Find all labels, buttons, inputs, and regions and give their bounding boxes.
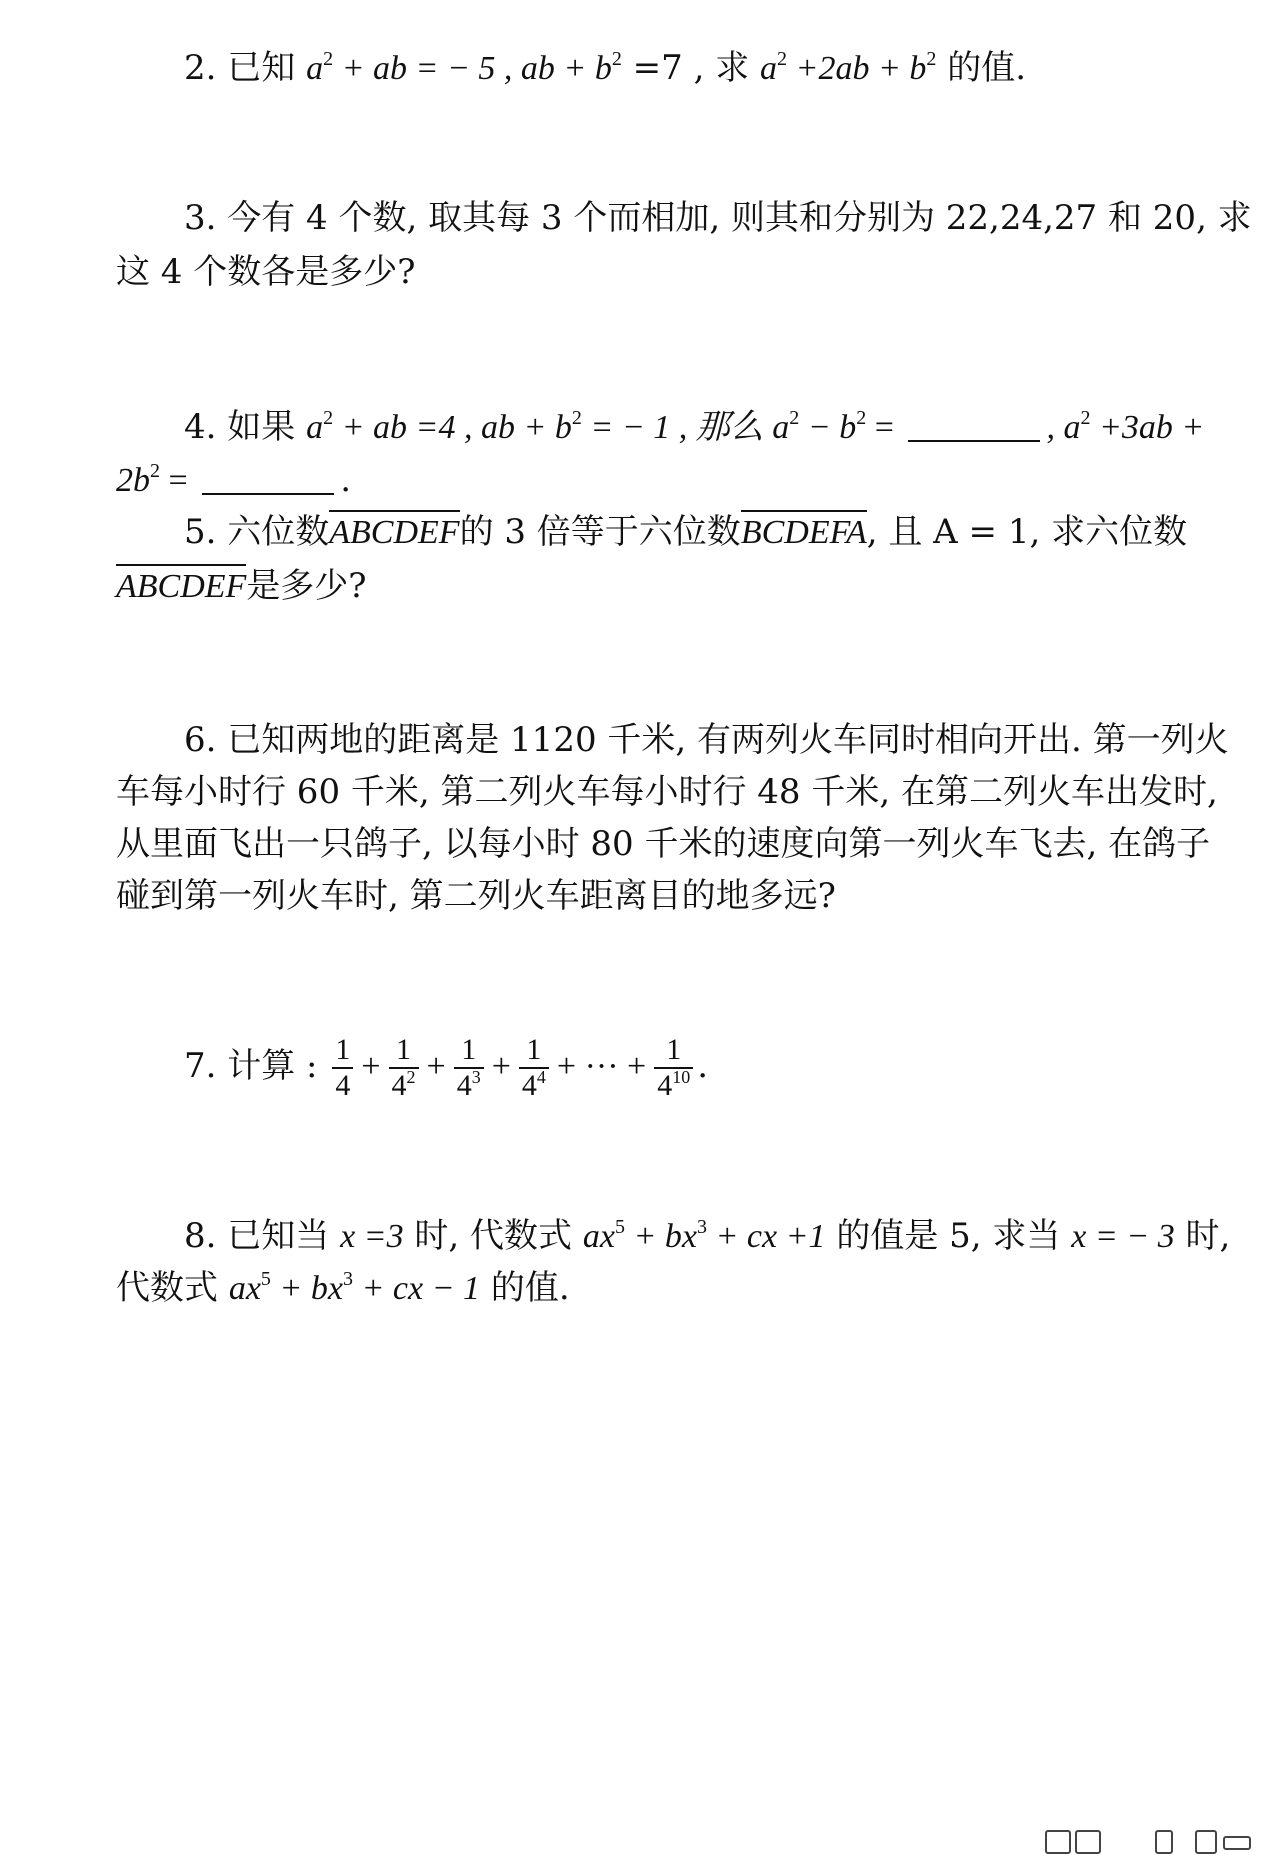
exponent: 2 bbox=[571, 407, 582, 429]
problem-6-line-2: 车每小时行 60 千米, 第二列火车每小时行 48 千米, 在第二列火车出发时, bbox=[116, 772, 1218, 812]
math-expr: + ab = − 5 , ab + b bbox=[333, 50, 612, 87]
problem-6-line-4: 碰到第一列火车时, 第二列火车距离目的地多远? bbox=[116, 876, 836, 916]
math-expr: + bx bbox=[624, 1218, 697, 1255]
problem-7-label: 7. 计算 : bbox=[184, 1046, 329, 1086]
base: 4 bbox=[456, 1069, 472, 1102]
numerator: 1 bbox=[396, 1033, 412, 1066]
problem-3-line-2: 这 4 个数各是多少? bbox=[116, 252, 416, 292]
denominator bbox=[389, 1067, 419, 1103]
math-expr: − b bbox=[799, 409, 857, 446]
problem-6-line-3: 从里面飞出一只鸽子, 以每小时 80 千米的速度向第一列火车飞去, 在鸽子 bbox=[116, 824, 1211, 864]
plus: + bbox=[426, 1048, 446, 1085]
problem-4-number: 4. 如果 bbox=[184, 407, 307, 447]
text: =7 , 求 bbox=[621, 48, 761, 88]
watermark-mark bbox=[1195, 1830, 1217, 1854]
exponent: 3 bbox=[471, 1067, 481, 1087]
math-expr: = bbox=[866, 409, 903, 446]
answer-blank-2[interactable] bbox=[202, 463, 334, 495]
math-expr: = bbox=[160, 462, 197, 499]
fraction-10 bbox=[654, 1033, 693, 1103]
denominator bbox=[654, 1067, 693, 1103]
problem-5-line-2 bbox=[116, 564, 1216, 609]
exponent: 2 bbox=[323, 407, 334, 429]
problem-4-line-2 bbox=[116, 458, 1216, 503]
text: 时, bbox=[1174, 1216, 1231, 1256]
problem-4-line-1 bbox=[184, 405, 1280, 450]
problem-7-line bbox=[184, 1026, 1280, 1106]
text: , 且 A = 1, 求六位数 bbox=[866, 512, 1188, 552]
base: 4 bbox=[391, 1069, 407, 1102]
text: 的 3 倍等于六位数 bbox=[459, 512, 741, 552]
plus: + bbox=[361, 1048, 381, 1085]
exponent: 5 bbox=[614, 1216, 625, 1238]
exponent: 3 bbox=[342, 1268, 353, 1290]
exponent: 5 bbox=[260, 1268, 271, 1290]
problem-2-line-1 bbox=[184, 46, 1280, 91]
overlined-number: ABCDEF bbox=[329, 510, 459, 551]
base: 4 bbox=[335, 1069, 351, 1102]
footer-watermark bbox=[1045, 1828, 1265, 1852]
math-var: a bbox=[306, 50, 324, 87]
text: . bbox=[697, 1046, 709, 1086]
answer-blank-1[interactable] bbox=[908, 410, 1040, 442]
math-expr: = − 1 , 那么 bbox=[581, 409, 773, 446]
watermark-mark bbox=[1223, 1836, 1251, 1850]
math-var: a bbox=[772, 409, 790, 446]
numerator: 1 bbox=[666, 1033, 682, 1066]
fraction-1 bbox=[332, 1033, 353, 1103]
ellipsis: + ··· + bbox=[556, 1048, 647, 1085]
exponent: 4 bbox=[536, 1067, 546, 1087]
math-expr: x =3 bbox=[340, 1218, 404, 1255]
math-var: a bbox=[306, 409, 324, 446]
text: 时, 代数式 bbox=[403, 1216, 583, 1256]
math-expr: +2ab + b bbox=[787, 50, 927, 87]
denominator bbox=[332, 1067, 353, 1103]
exponent: 10 bbox=[672, 1067, 691, 1087]
problem-8-number: 8. 已知当 bbox=[184, 1216, 341, 1256]
problem-5-number: 5. 六位数 bbox=[184, 512, 330, 552]
exponent: 2 bbox=[1080, 407, 1091, 429]
base: 4 bbox=[521, 1069, 537, 1102]
watermark-mark bbox=[1075, 1830, 1101, 1854]
exponent: 2 bbox=[150, 460, 160, 482]
math-expr: x = − 3 bbox=[1071, 1218, 1175, 1255]
watermark-mark bbox=[1155, 1830, 1173, 1854]
text: 的值. bbox=[480, 1268, 570, 1308]
text: 的值. bbox=[936, 48, 1027, 88]
denominator bbox=[519, 1067, 549, 1103]
problem-8-line-2 bbox=[116, 1266, 1216, 1311]
math-expr: ax bbox=[228, 1270, 261, 1307]
text: 的值是 5, 求当 bbox=[825, 1216, 1072, 1256]
math-expr: ax bbox=[582, 1218, 615, 1255]
text: . bbox=[340, 460, 351, 500]
denominator bbox=[454, 1067, 484, 1103]
fraction-2 bbox=[389, 1033, 419, 1103]
exponent: 2 bbox=[323, 48, 334, 70]
math-expr: + cx − 1 bbox=[352, 1270, 481, 1307]
problem-5-line-1 bbox=[184, 510, 1280, 555]
math-expr: 2b bbox=[116, 462, 150, 499]
fraction-4 bbox=[519, 1033, 549, 1103]
problem-3-line-1: 3. 今有 4 个数, 取其每 3 个而相加, 则其和分别为 22,24,27 和 20, 求 bbox=[184, 198, 1252, 238]
math-var: a bbox=[760, 50, 778, 87]
exponent: 2 bbox=[856, 407, 867, 429]
problem-2-number: 2. 已知 bbox=[184, 48, 307, 88]
plus: + bbox=[491, 1048, 511, 1085]
base: 4 bbox=[657, 1069, 673, 1102]
watermark-mark bbox=[1045, 1830, 1071, 1854]
math-expr: +3ab + bbox=[1090, 409, 1205, 446]
exponent: 2 bbox=[406, 1067, 416, 1087]
problem-8-line-1 bbox=[184, 1214, 1280, 1259]
fraction-3 bbox=[454, 1033, 484, 1103]
exponent: 2 bbox=[777, 48, 788, 70]
math-expr: + cx +1 bbox=[706, 1218, 826, 1255]
exponent: 2 bbox=[611, 48, 622, 70]
math-expr: + ab =4 , ab + b bbox=[333, 409, 572, 446]
numerator: 1 bbox=[526, 1033, 542, 1066]
text: 代数式 bbox=[116, 1268, 229, 1308]
numerator: 1 bbox=[461, 1033, 477, 1066]
exponent: 2 bbox=[789, 407, 800, 429]
problem-6-line-1: 6. 已知两地的距离是 1120 千米, 有两列火车同时相向开出. 第一列火 bbox=[184, 720, 1229, 760]
exponent: 3 bbox=[696, 1216, 707, 1238]
math-expr: , a bbox=[1046, 409, 1081, 446]
text: 是多少? bbox=[246, 566, 367, 606]
overlined-number: BCDEFA bbox=[741, 510, 867, 551]
exponent: 2 bbox=[926, 48, 937, 70]
numerator: 1 bbox=[335, 1033, 351, 1066]
math-expr: + bx bbox=[270, 1270, 343, 1307]
overlined-number: ABCDEF bbox=[116, 564, 246, 605]
